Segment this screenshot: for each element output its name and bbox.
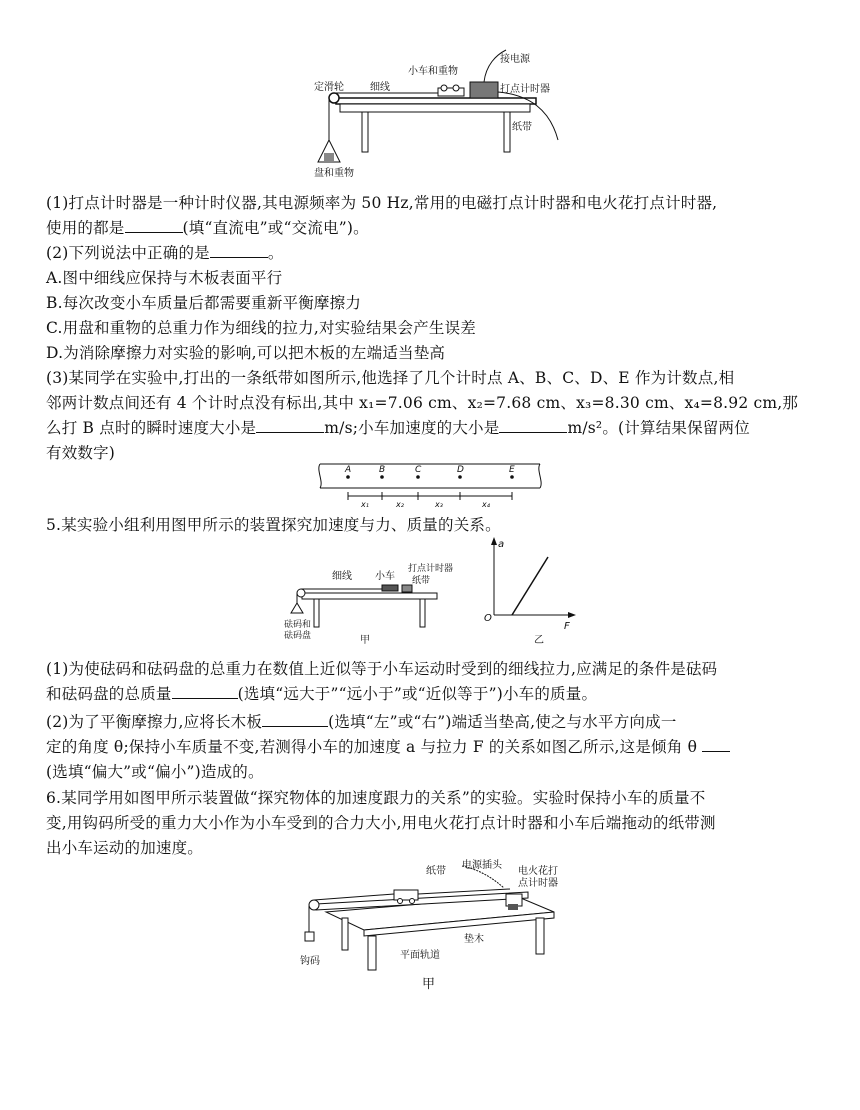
q4-part3-line1: (3)某同学在实验中,打出的一条纸带如图所示,他选择了几个计时点 A、B、C、D、E 作为计数点,相 bbox=[46, 369, 735, 387]
origin-label: O bbox=[484, 613, 492, 624]
tape-point-b bbox=[380, 475, 384, 479]
q5-part2-line3: (选填“偏大”或“偏小”)造成的。 bbox=[46, 763, 264, 781]
segment-label: x₄ bbox=[482, 500, 490, 509]
label-block: 垫木 bbox=[464, 934, 484, 945]
paper-tape-figure bbox=[314, 460, 546, 508]
label-weight: 钩码 bbox=[300, 956, 320, 967]
label-string: 细线 bbox=[332, 571, 352, 582]
timer bbox=[470, 82, 498, 98]
label-weights-2: 砝码盘 bbox=[284, 631, 312, 641]
tape-point-d bbox=[458, 475, 462, 479]
paper-tape bbox=[418, 889, 510, 894]
cart bbox=[394, 890, 418, 900]
q4-part3-line2: 邻两计数点间还有 4 个计时点没有标出,其中 x₁=7.06 cm、x₂=7.68 cm、x₃=8.30 cm、x₄=8.92 cm,那 bbox=[46, 394, 799, 412]
pulley bbox=[297, 589, 305, 597]
table-leg-right bbox=[504, 112, 510, 152]
q6-stem-line2: 变,用钩码所受的重力大小作为小车受到的合力大小,用电火花打点计时器和小车后端拖动的纸带测 bbox=[46, 814, 716, 832]
q5-part1-line1: (1)为使砝码和砝码盘的总重力在数值上近似等于小车运动时受到的细线拉力,应满足的条件是砝码 bbox=[46, 660, 718, 678]
answer-blank[interactable] bbox=[702, 737, 730, 752]
pulley bbox=[329, 93, 339, 103]
label-cart: 小车和重物 bbox=[408, 66, 458, 77]
tape-point-label: B bbox=[379, 465, 386, 475]
apparatus-figure-1 bbox=[300, 40, 560, 180]
q5-part2-line2: 定的角度 θ;保持小车质量不变,若测得小车的加速度 a 与拉力 F 的关系如图乙所示,这是倾角 θ bbox=[46, 735, 730, 757]
apparatus-figure-5 bbox=[282, 563, 454, 646]
answer-blank[interactable] bbox=[262, 712, 328, 727]
q5-part2-line1: (2)为了平衡摩擦力,应将长木板 (选填“左”或“右”)端适当垫高,使之与水平方向成一 bbox=[46, 713, 677, 731]
tape-point-e bbox=[510, 475, 514, 479]
answer-blank[interactable] bbox=[499, 418, 567, 433]
string bbox=[314, 894, 394, 900]
label-cart: 小车 bbox=[375, 571, 395, 582]
answer-blank[interactable] bbox=[172, 684, 238, 699]
q6-stem-line1: 6.某同学用如图甲所示装置做“探究物体的加速度跟力的关系”的实验。实验时保持小车的质量不 bbox=[46, 789, 706, 807]
label-tape: 纸带 bbox=[426, 866, 446, 877]
table-leg-right bbox=[420, 599, 425, 627]
caption-jia: 甲 bbox=[360, 635, 370, 646]
tape-point-label: A bbox=[345, 465, 352, 475]
q5-part1-line2: 和砝码盘的总质量 (选填“远大于”“远小于”或“近似等于”)小车的质量。 bbox=[46, 685, 598, 703]
q4-option-a: A.图中细线应保持与木板表面平行 bbox=[46, 269, 283, 287]
answer-blank[interactable] bbox=[256, 418, 324, 433]
label-timer-1: 电火花打 bbox=[518, 866, 558, 877]
tape-point-label: E bbox=[509, 465, 515, 475]
apparatus-figure-6 bbox=[296, 856, 564, 996]
a-f-line bbox=[512, 557, 548, 615]
q6-stem-line3: 出小车运动的加速度。 bbox=[46, 839, 204, 857]
q4-part1-line1: (1)打点计时器是一种计时仪器,其电源频率为 50 Hz,常用的电磁打点计时器和电火花打点计时器, bbox=[46, 194, 718, 212]
answer-blank[interactable] bbox=[210, 243, 268, 258]
q4-part2: (2)下列说法中正确的是 。 bbox=[46, 244, 284, 262]
table-leg bbox=[368, 936, 376, 970]
wood-block bbox=[508, 904, 518, 910]
q4-part3-line3: 么打 B 点时的瞬时速度大小是 m/s;小车加速度的大小是 m/s²。(计算结果保留两位 bbox=[46, 419, 750, 437]
tape-point-label: C bbox=[415, 465, 422, 475]
timer bbox=[402, 585, 412, 592]
hook-weight bbox=[305, 932, 314, 941]
segment-label: x₃ bbox=[435, 500, 443, 509]
pulley bbox=[309, 900, 319, 910]
pan-weight bbox=[324, 153, 334, 161]
label-timer: 打点计时器 bbox=[408, 564, 454, 574]
q4-option-b: B.每次改变小车质量后都需要重新平衡摩擦力 bbox=[46, 294, 362, 312]
table-leg bbox=[342, 918, 348, 950]
table-leg bbox=[536, 918, 544, 954]
label-string: 细线 bbox=[370, 82, 390, 93]
y-label: a bbox=[498, 539, 505, 550]
answer-blank[interactable] bbox=[125, 218, 183, 233]
board bbox=[336, 98, 536, 104]
label-plug: 电源插头 bbox=[462, 860, 502, 871]
label-timer: 打点计时器 bbox=[500, 84, 550, 95]
a-f-graph bbox=[482, 535, 582, 647]
label-pulley: 定滑轮 bbox=[314, 82, 344, 93]
table-leg-left bbox=[362, 112, 368, 152]
label-power: 接电源 bbox=[500, 54, 530, 65]
segment-label: x₂ bbox=[396, 500, 404, 509]
tape-point-c bbox=[416, 475, 420, 479]
weight-pan bbox=[291, 603, 303, 613]
tape-point-a bbox=[346, 475, 350, 479]
label-weights-1: 砝码和 bbox=[284, 620, 312, 630]
label-timer-2: 点计时器 bbox=[518, 878, 558, 889]
board bbox=[302, 593, 437, 599]
cart bbox=[382, 585, 398, 591]
q4-option-c: C.用盘和重物的总重力作为细线的拉力,对实验结果会产生误差 bbox=[46, 319, 476, 337]
caption-yi: 乙 bbox=[534, 635, 544, 646]
tape-point-label: D bbox=[457, 465, 464, 475]
q4-part3-line4: 有效数字) bbox=[46, 444, 116, 462]
q4-part1-line2: 使用的都是 (填“直流电”或“交流电”)。 bbox=[46, 219, 369, 237]
label-tape: 纸带 bbox=[412, 576, 431, 586]
label-pan: 盘和重物 bbox=[314, 168, 354, 179]
label-track: 平面轨道 bbox=[400, 950, 440, 961]
label-tape: 纸带 bbox=[512, 122, 532, 133]
segment-label: x₁ bbox=[361, 500, 369, 509]
caption-jia: 甲 bbox=[422, 977, 436, 992]
table-top bbox=[340, 104, 530, 112]
q4-option-d: D.为消除摩擦力对实验的影响,可以把木板的左端适当垫高 bbox=[46, 344, 446, 362]
q5-stem: 5.某实验小组利用图甲所示的装置探究加速度与力、质量的关系。 bbox=[46, 516, 501, 534]
x-label: F bbox=[564, 621, 570, 632]
table-leg-left bbox=[314, 599, 319, 627]
